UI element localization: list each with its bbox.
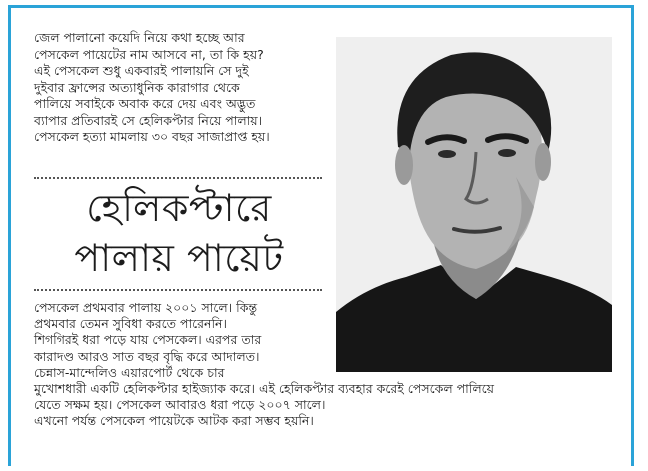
body-line: চেন্নাস-মান্দেলিও এয়ারপোর্ট থেকে চার: [34, 364, 225, 380]
intro-line: ব্যাপার প্রতিবারই সে হেলিকপ্টার নিয়ে পালায়।: [34, 112, 263, 128]
intro-paragraph: [34, 30, 324, 146]
intro-line: পেসকেল পায়েটের নাম আসবে না, তা কি হয়?: [34, 46, 264, 62]
divider-top: [34, 177, 322, 179]
headline-line: পালায় পায়েট: [74, 236, 284, 280]
divider-bottom: [34, 289, 322, 291]
body-line: শিগগিরই ধরা পড়ে যায় পেসকেল। এরপর তার: [34, 332, 262, 348]
headline-line: হেলিকপ্টারে: [86, 186, 272, 230]
intro-line: এই পেসকেল শুধু একবারই পালায়নি সে দুই: [34, 63, 249, 78]
body-line: এখনো পর্যন্ত পেসকেল পায়েটকে আটক করা সম্ভব হয়নি।: [34, 413, 314, 429]
intro-line: পেসকেল হত্যা মামলায় ৩০ বছর সাজাপ্রাপ্ত হয়।: [34, 129, 270, 144]
body-paragraph: [34, 300, 624, 430]
intro-line: জেল পালানো কয়েদি নিয়ে কথা হচ্ছে আর: [34, 30, 245, 45]
body-line: যেতে সক্ষম হয়। পেসকেল আবারও ধরা পড়ে ২০০৭ সালে।: [34, 397, 326, 413]
headline: [34, 183, 324, 283]
body-line: প্রথমবার তেমন সুবিধা করতে পারেননি।: [34, 316, 227, 332]
body-line: পেসকেল প্রথমবার পালায় ২০০১ সালে। কিন্তু: [34, 300, 258, 315]
intro-line: দুইবার ফ্রান্সের অত্যাধুনিক কারাগার থেকে: [34, 79, 240, 95]
intro-line: পালিয়ে সবাইকে অবাক করে দেয় এবং অদ্ভুত: [34, 96, 256, 111]
body-line: কারাদণ্ড আরও সাত বছর বৃদ্ধি করে আদালত।: [34, 348, 260, 364]
body-line: মুখোশধারী একটি হেলিকপ্টার হাইজ্যাক করে। এই হেলিকপ্টার ব্যবহার করেই পেসকেল পালিয়ে: [34, 381, 495, 397]
